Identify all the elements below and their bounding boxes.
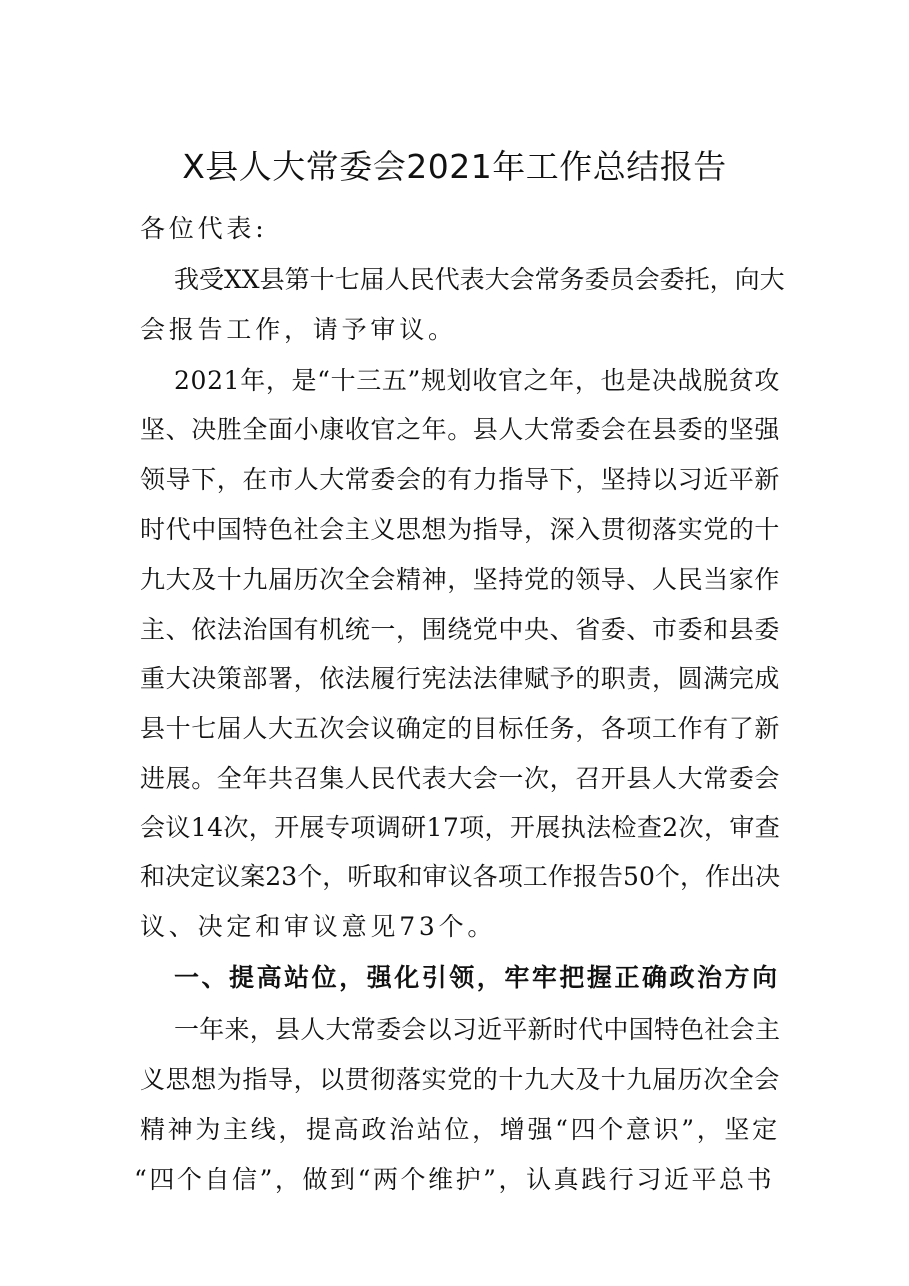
paragraph-line: 精神为主线，提高政治站位，增强“四个意识”，坚定 xyxy=(140,1115,780,1144)
paragraph-line: 和决定议案23个，听取和审议各项工作报告50个，作出决 xyxy=(140,862,781,891)
salutation-line: 各位代表: xyxy=(140,214,268,243)
paragraph-line: 县十七届人大五次会议确定的目标任务，各项工作有了新 xyxy=(140,714,781,743)
paragraph-line: 进展。全年共召集人民代表大会一次，召开县人大常委会 xyxy=(140,764,781,793)
section-heading: 一、提高站位，强化引领，牢牢把握正确政治方向 xyxy=(174,963,780,992)
paragraph-line: 2021年，是“十三五”规划收官之年，也是决战脱贫攻 xyxy=(174,366,780,395)
paragraph-line: 我受XX县第十七届人民代表大会常务委员会委托，向大 xyxy=(174,265,785,294)
paragraph-line: 主、依法治国有机统一，围绕党中央、省委、市委和县委 xyxy=(140,615,781,644)
paragraph-line: 坚、决胜全面小康收官之年。县人大常委会在县委的坚强 xyxy=(140,415,781,444)
paragraph-line: 一年来，县人大常委会以习近平新时代中国特色社会主 xyxy=(174,1015,781,1044)
paragraph-line: 会报告工作，请予审议。 xyxy=(140,315,457,344)
paragraph-line: 义思想为指导，以贯彻落实党的十九大及十九届历次全会 xyxy=(140,1065,781,1094)
paragraph-line: 九大及十九届历次全会精神，坚持党的领导、人民当家作 xyxy=(140,565,781,594)
paragraph-line: “四个自信”，做到“两个维护”，认真践行习近平总书 xyxy=(134,1165,775,1194)
paragraph-line: 会议14次，开展专项调研17项，开展执法检查2次，审查 xyxy=(140,813,781,842)
paragraph-line: 领导下，在市人大常委会的有力指导下，坚持以习近平新 xyxy=(140,465,781,494)
paragraph-line: 议、决定和审议意见73个。 xyxy=(140,912,497,941)
paragraph-line: 重大决策部署，依法履行宪法法律赋予的职责，圆满完成 xyxy=(140,664,781,693)
paragraph-line: 时代中国特色社会主义思想为指导，深入贯彻落实党的十 xyxy=(140,515,781,544)
document-title: X县人大常委会2021年工作总结报告 xyxy=(182,147,727,186)
